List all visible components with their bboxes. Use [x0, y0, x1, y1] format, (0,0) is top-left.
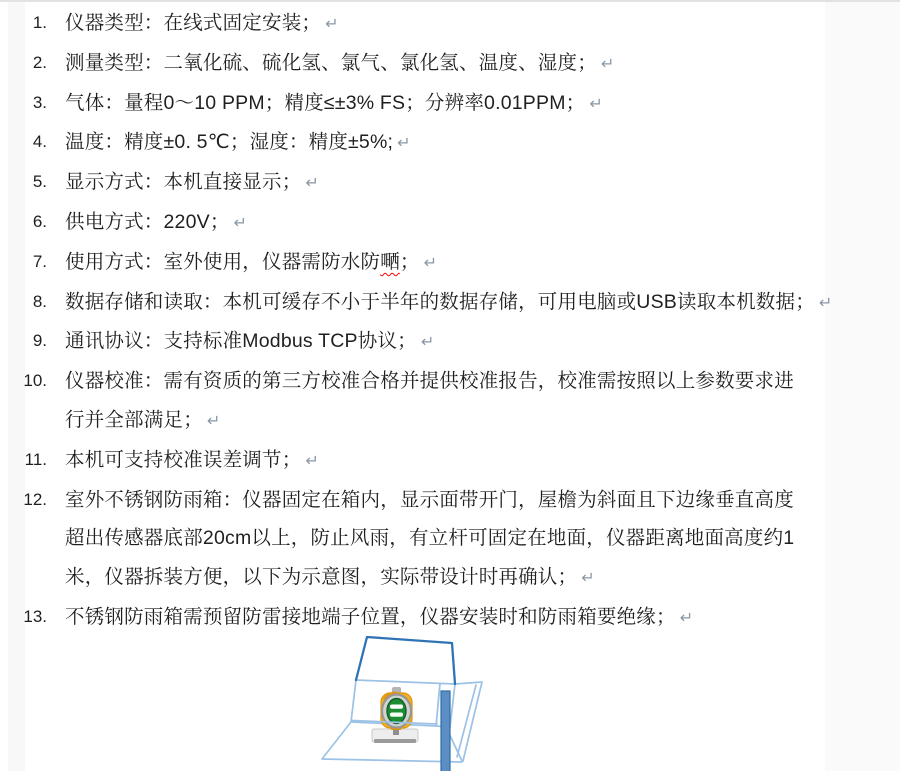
text-segment: 供电方式：220V；: [65, 210, 230, 233]
text-line: [65, 44, 825, 84]
list-item-text: [65, 44, 825, 84]
list-item-text: [65, 203, 825, 243]
paragraph-mark-icon: ↵: [589, 93, 603, 113]
text-line: [65, 163, 825, 203]
paragraph-mark-icon: ↵: [305, 173, 320, 193]
text-segment: 不锈钢防雨箱需预留防雷接地端子位置，仪器安装时和防雨箱要绝缘；: [65, 605, 676, 628]
paragraph-mark-icon: ↵: [581, 568, 595, 588]
text-segment: 室外不锈钢防雨箱：仪器固定在箱内，显示面带开门，屋檐为斜面且下边缘垂直高度: [65, 488, 794, 511]
text-line: [65, 4, 825, 44]
list-item[interactable]: [0, 4, 825, 44]
paragraph-mark-icon: ↵: [233, 212, 248, 232]
paragraph-mark-icon: ↵: [423, 252, 438, 272]
list-item[interactable]: [0, 163, 825, 203]
rain-shelter-schematic: [298, 628, 630, 771]
list-item-text: [65, 243, 825, 283]
text-segment: 本机可支持校准误差调节；: [65, 448, 302, 471]
list-item-number: 3.: [32, 92, 47, 112]
paragraph-mark-icon: ↵: [420, 332, 435, 352]
list-item-text: [65, 123, 825, 163]
detector-display: [387, 699, 406, 724]
list-item[interactable]: [0, 322, 825, 362]
list-item-number: 6.: [32, 211, 47, 231]
mounting-pole: [441, 691, 450, 771]
text-line: [65, 283, 833, 323]
text-line: [65, 519, 825, 558]
text-segment: 仪器类型：在线式固定安装；: [65, 12, 322, 34]
text-line: [65, 203, 825, 243]
text-line: [65, 322, 825, 362]
text-line: [65, 401, 825, 441]
paragraph-mark-icon: ↵: [818, 292, 833, 312]
list-item[interactable]: [0, 243, 825, 283]
list-item-text: [65, 322, 825, 362]
text-segment: 使用方式：室外使用，仪器需防水防: [65, 250, 381, 273]
page-right-margin: [825, 2, 900, 771]
paragraph-mark-icon: ↵: [325, 14, 339, 33]
list-item-text: [65, 441, 825, 481]
text-segment: 气体：量程0～10 PPM；精度≤±3% FS；分辨率0.01PPM；: [65, 91, 586, 114]
detector-base-foot: [374, 739, 416, 743]
text-line: [65, 84, 825, 124]
text-segment: 超出传感器底部20cm以上，防止风雨，有立杆可固定在地面，仪器距离地面高度约1: [65, 527, 795, 550]
list-item-number: 9.: [32, 331, 47, 351]
text-segment: 数据存储和读取：本机可缓存不小于半年的数据存储，可用电脑或USB读取本机数据；: [65, 290, 815, 313]
list-item[interactable]: [0, 123, 825, 163]
paragraph-mark-icon: ↵: [679, 607, 694, 627]
paragraph-mark-icon: ↵: [206, 410, 221, 430]
window-top-border: [0, 0, 900, 2]
list-item[interactable]: [0, 362, 825, 441]
list-item-number: 13.: [23, 606, 47, 626]
shelter-roof: [356, 637, 455, 684]
list-item-number: 7.: [32, 251, 47, 271]
text-line: [65, 481, 825, 520]
text-line: [65, 441, 825, 481]
list-item-text: [65, 84, 825, 124]
list-item-text: [65, 283, 833, 323]
text-segment: 显示方式：本机直接显示；: [65, 171, 302, 194]
paragraph-mark-icon: ↵: [305, 450, 320, 470]
text-segment: 测量类型：二氧化硫、硫化氢、氯气、氯化氢、温度、湿度；: [65, 51, 597, 74]
document-body[interactable]: [0, 4, 833, 638]
list-item-number: 1.: [32, 13, 47, 32]
list-item-text: [65, 163, 825, 203]
paragraph-mark-icon: ↵: [397, 133, 411, 153]
list-item-number: 11.: [24, 449, 47, 469]
paragraph-mark-icon: ↵: [600, 53, 615, 73]
list-item[interactable]: [0, 481, 825, 598]
text-segment: ；: [399, 250, 420, 273]
list-item[interactable]: [0, 441, 825, 481]
spellcheck-flagged-word: 嗮: [380, 250, 400, 273]
text-line: [65, 362, 825, 401]
text-segment: 通讯协议：支持标准Modbus TCP协议；: [65, 330, 417, 353]
list-item-number: 12.: [23, 489, 47, 509]
text-line: [65, 123, 825, 163]
list-item-text: [65, 4, 825, 44]
list-item-number: 10.: [23, 371, 47, 391]
text-segment: 仪器校准：需有资质的第三方校准合格并提供校准报告，校准需按照以上参数要求进: [65, 370, 794, 393]
list-item-number: 4.: [32, 132, 47, 152]
text-line: [65, 243, 825, 283]
list-item[interactable]: [0, 283, 833, 323]
list-item-number: 8.: [32, 291, 47, 311]
list-item[interactable]: [0, 44, 825, 84]
list-item[interactable]: [0, 84, 825, 124]
text-segment: 米，仪器拆装方便，以下为示意图，实际带设计时再确认；: [65, 566, 578, 589]
text-segment: 温度：精度±0. 5℃；湿度：精度±5%;: [65, 131, 394, 154]
list-item-text: [65, 481, 825, 598]
list-item-text: [65, 362, 825, 441]
list-item-number: 2.: [32, 52, 47, 72]
list-item-number: 5.: [32, 172, 47, 192]
text-segment: 行并全部满足；: [65, 408, 203, 431]
text-line: [65, 558, 825, 598]
list-item[interactable]: [0, 203, 825, 243]
